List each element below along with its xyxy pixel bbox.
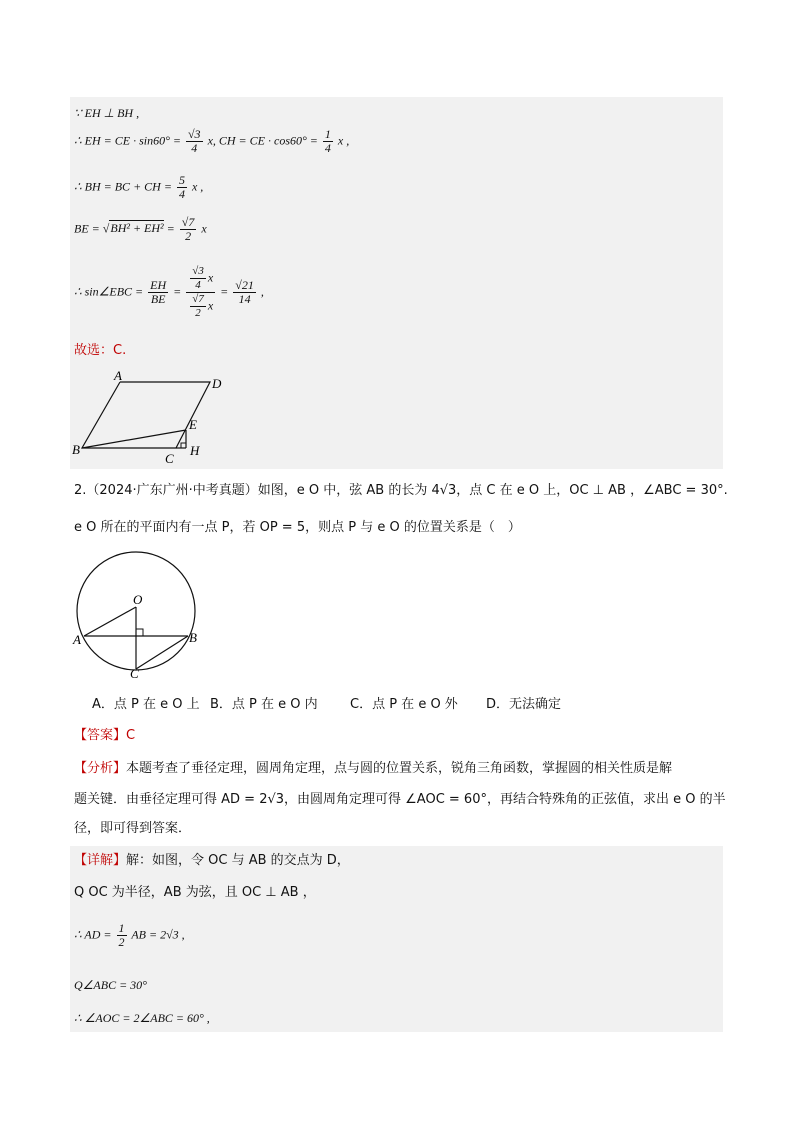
- analysis-tag: 【分析】: [74, 761, 127, 776]
- option-a: A．点 P 在 e O 上: [92, 697, 200, 712]
- fraction-den: 4: [178, 187, 185, 201]
- fraction-den: 4: [324, 141, 331, 155]
- step-line-2-text-c: x ,: [337, 133, 350, 148]
- step-line-2-text-b: x, CH = CE · cos60° =: [207, 133, 318, 148]
- complex-fraction-top: [186, 265, 215, 293]
- step-line-2: [74, 128, 349, 155]
- option-d: D．无法确定: [486, 697, 562, 712]
- fraction-num: 5: [178, 173, 185, 187]
- fraction: [180, 216, 197, 243]
- detail-line-2: Q OC 为半径，AB 为弦，且 OC ⊥ AB ，: [74, 885, 316, 900]
- sqrt-radicand: BH² + EH²: [110, 221, 164, 236]
- label-a: A: [114, 368, 122, 383]
- step-line-2-text-a: ∴ EH = CE · sin60° =: [74, 133, 181, 148]
- fraction: [148, 279, 168, 306]
- answer-tag: 【答案】: [74, 728, 127, 743]
- fraction: [177, 174, 187, 201]
- fraction-num: √3: [192, 265, 204, 277]
- step-line-1: ∵ EH ⊥ BH ,: [74, 106, 140, 120]
- fraction: [233, 279, 256, 306]
- label-c: C: [165, 451, 174, 466]
- label-o: O: [133, 592, 143, 607]
- radius-oa: [84, 607, 136, 636]
- detail-tag: 【详解】: [74, 853, 127, 868]
- detail-line-3: [74, 922, 185, 949]
- right-angle-mark: [136, 629, 143, 636]
- parallelogram-figure: [72, 368, 232, 468]
- segment-be: [82, 430, 186, 448]
- step-line-3: [74, 174, 203, 201]
- fraction-num: √7: [181, 215, 195, 229]
- equals-sign: =: [173, 284, 182, 299]
- step-line-4: BE = √BH² + EH² = $\frac{√7}{2}$ x: [74, 215, 207, 243]
- fraction-den: 4: [191, 141, 198, 155]
- question-2-line-2: e O 所在的平面内有一点 P，若 OP = 5，则点 P 与 e O 的位置关系是（ ）: [74, 520, 521, 535]
- fraction-den: 2: [195, 307, 201, 319]
- step-line-4-text-b: =: [163, 221, 175, 236]
- step-line-3-text-a: ∴ BH = BC + CH =: [74, 179, 172, 194]
- complex-fraction: [186, 265, 215, 320]
- step-line-5-end: ,: [260, 284, 264, 299]
- label-h: H: [190, 443, 200, 458]
- fraction-num: √7: [192, 293, 204, 305]
- label-c: C: [130, 666, 139, 680]
- label-b: B: [189, 630, 197, 645]
- fraction: [117, 922, 127, 949]
- equals-sign: =: [220, 284, 229, 299]
- analysis-text-1: 本题考查了垂径定理，圆周角定理，点与圆的位置关系，锐角三角函数，掌握圆的相关性质是解: [126, 761, 673, 776]
- label-d: D: [212, 376, 222, 391]
- label-e: E: [189, 417, 197, 432]
- fraction: [323, 128, 333, 155]
- step-line-5: [74, 265, 264, 320]
- right-angle-mark: [181, 443, 186, 448]
- variable-x: x: [207, 298, 214, 313]
- fraction: [190, 293, 206, 320]
- fraction-den: 2: [185, 229, 192, 243]
- choice-line: 故选：C.: [74, 343, 127, 358]
- detail-3-text-b: AB = 2√3 ,: [131, 927, 185, 942]
- step-line-4-text-c: x: [201, 221, 207, 236]
- parallelogram-outline: [82, 382, 210, 448]
- step-line-3-text-b: x ,: [191, 179, 204, 194]
- answer-line: [74, 728, 135, 744]
- fraction-den: 2: [118, 935, 125, 949]
- detail-3-text-a: ∴ AD =: [74, 927, 112, 942]
- fraction-num: 1: [118, 921, 125, 935]
- fraction-den: 14: [238, 292, 251, 306]
- step-line-4-text-a: BE =: [74, 221, 103, 236]
- fraction: [186, 128, 203, 155]
- complex-fraction-bottom: [186, 293, 215, 320]
- fraction-den: BE: [150, 292, 166, 306]
- analysis-line-1: [74, 761, 672, 777]
- fraction-num: √3: [187, 127, 201, 141]
- analysis-line-3: 径，即可得到答案．: [74, 821, 192, 836]
- fraction-num: EH: [150, 278, 167, 292]
- step-line-5-text-a: ∴ sin∠EBC =: [74, 284, 144, 299]
- label-b: B: [72, 442, 80, 457]
- variable-x: x: [207, 270, 214, 285]
- detail-line-5: ∴ ∠AOC = 2∠ABC = 60° ,: [74, 1011, 210, 1025]
- analysis-line-2: 题关键．由垂径定理可得 AD = 2√3，由圆周角定理可得 ∠AOC = 60°，再结合特殊角的正弦值，求出 e O 的半: [74, 792, 726, 807]
- fraction: [190, 265, 206, 292]
- option-c: C．点 P 在 e O 外: [350, 697, 458, 712]
- detail-line-4: Q∠ABC = 30°: [74, 978, 147, 992]
- fraction-num: √21: [235, 278, 254, 292]
- option-b: B．点 P 在 e O 内: [210, 697, 318, 712]
- detail-line-1: [74, 853, 350, 869]
- circle-figure: [70, 548, 210, 680]
- fraction-den: 4: [195, 279, 201, 291]
- detail-text-1: 解：如图，令 OC 与 AB 的交点为 D，: [126, 853, 350, 868]
- question-2-line-1: 2.（2024·广东广州·中考真题）如图，e O 中，弦 AB 的长为 4√3，点 C 在 e O 上，OC ⊥ AB ，∠ABC = 30°.: [74, 483, 728, 498]
- answer-value: C: [126, 728, 136, 743]
- label-a: A: [73, 632, 81, 647]
- fraction-num: 1: [324, 127, 331, 141]
